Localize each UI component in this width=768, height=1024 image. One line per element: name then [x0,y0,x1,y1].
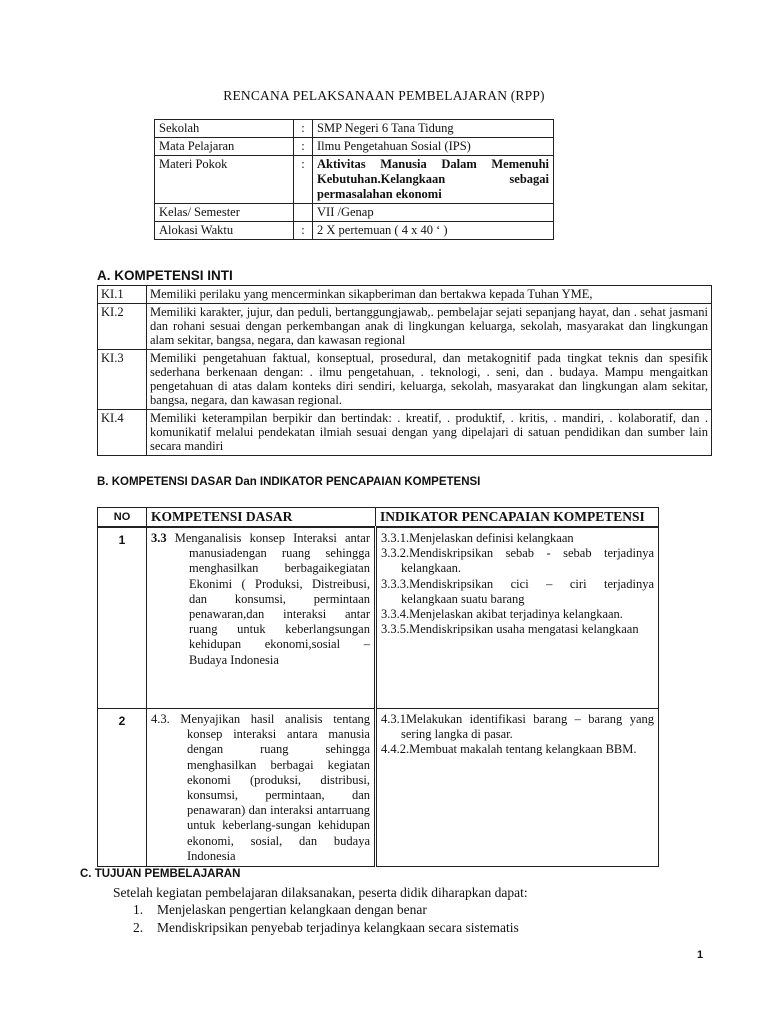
list-text: Mendiskripsikan penyebab terjadinya kelangkaan secara sistematis [157,920,519,935]
indicator-item: 3.3.2.Mendiskripsikan sebab - sebab terjadinya kelangkaan. [381,546,654,576]
info-row [155,138,554,156]
info-row [155,156,554,204]
info-value: Ilmu Pengetahuan Sosial (IPS) [313,138,554,156]
list-item [133,901,519,919]
ki-text: Memiliki keterampilan berpikir dan bertindak: . kreatif, . produktif, . kritis, . mandiri, . kolaboratif, dan . komunikatif melalui pendekatan ilmiah sesuai dengan yang dipelajari di satuan pendidikan dan sumber lain secara mandiri [147,410,712,456]
indicator-cell [376,709,659,867]
header-kompetensi-dasar: KOMPETENSI DASAR [147,508,376,528]
page-number: 1 [697,949,704,961]
kd-text: Menganalisis konsep Interaksi antar manusiadengan ruang sehingga menghasilkan berbagaikegiatan Ekonimi ( Produksi, Distreibusi, dan konsumsi, permintaan penawaran,dan interaksi antar ruang untuk keberlangsungan kehidupan ekonomi,sosial – Budaya Indonesia [166,531,370,667]
section-b-heading: B. KOMPETENSI DASAR Dan INDIKATOR PENCAPAIAN KOMPETENSI [97,476,481,488]
info-label: Materi Pokok [155,156,294,204]
header-no: NO [98,508,147,528]
info-row [155,120,554,138]
info-value: VII /Genap [313,204,554,222]
info-separator: : [294,138,313,156]
identity-table [154,119,554,240]
ki-code: KI.4 [98,410,147,456]
indicator-cell [376,527,659,709]
indicator-item: 4.3.1Melakukan identifikasi barang – barang yang sering langka di pasar. [381,712,654,742]
kd-row [98,527,659,709]
ki-row [98,304,712,350]
info-value-materi: Aktivitas Manusia Dalam Memenuhi Kebutuhan.Kelangkaan sebagai permasalahan ekonomi [313,156,554,204]
ki-text: Memiliki karakter, jujur, dan peduli, bertanggungjawab,. pembelajar sejati sepanjang hayat, dan . sehat jasmani dan rohani sesuai dengan perkembangan anak di lingkungan keluarga, sekolah, masyarakat dan lingkungan alam sekitar, bangsa, negara, dan kawasan regional [147,304,712,350]
list-number: 1. [133,902,144,917]
tujuan-list [133,901,519,937]
indicator-item: 3.3.3.Mendiskripsikan cici – ciri terjadinya kelangkaan suatu barang [381,576,654,606]
info-separator [294,204,313,222]
info-label: Mata Pelajaran [155,138,294,156]
kd-text-block [151,712,370,864]
kompetensi-dasar-table [97,507,659,867]
kompetensi-inti-table [97,285,712,456]
kd-text: 4.3. Menyajikan hasil analisis tentang konsep interaksi antara manusia dengan ruang sehingga menghasilkan berbagai kegiatan ekonomi (produksi, distribusi, konsumsi, permintaan, dan penawaran) dan interaksi antarruang untuk keberlang-sungan kehidupan ekonomi, sosial, dan budaya Indonesia [151,712,370,863]
kd-header-row [98,508,659,528]
info-separator: : [294,156,313,204]
list-number: 2. [133,920,144,935]
section-c-heading: C. TUJUAN PEMBELAJARAN [80,868,241,880]
info-separator: : [294,222,313,240]
indicator-item: 3.3.1.Menjelaskan definisi kelangkaan [381,531,574,545]
indicator-item: 4.4.2.Membuat makalah tentang kelangkaan BBM. [381,742,637,757]
indicator-item: 3.3.5.Mendiskripsikan usaha mengatasi kelangkaan [381,622,639,637]
row-number: 2 [98,709,147,867]
kd-cell [147,527,376,709]
kd-cell [147,709,376,867]
kd-text-block [151,531,370,668]
info-label: Kelas/ Semester [155,204,294,222]
ki-row [98,350,712,410]
ki-code: KI.2 [98,304,147,350]
info-row [155,222,554,240]
tujuan-intro: Setelah kegiatan pembelajaran dilaksanakan, peserta didik diharapkan dapat: [113,885,528,900]
document-title: RENCANA PELAKSANAAN PEMBELAJARAN (RPP) [223,88,545,103]
ki-text: Memiliki pengetahuan faktual, konseptual, prosedural, dan metakognitif pada tingkat teknis dan spesifik sederhana berkenaan dengan: . ilmu pengetahuan, . teknologi, . seni, dan . budaya. Mampu mengaitkan pengetahuan di atas dalam konteks diri sendiri, keluarga, sekolah, masyarakat dan lingkungan alam sekitar, bangsa, negara, dan kawasan regional. [147,350,712,410]
section-a-heading: A. KOMPETENSI INTI [97,268,233,283]
header-indikator: INDIKATOR PENCAPAIAN KOMPETENSI [376,508,659,528]
info-label: Sekolah [155,120,294,138]
info-value: 2 X pertemuan ( 4 x 40 ‘ ) [313,222,554,240]
ki-code: KI.1 [98,286,147,304]
list-item [133,919,519,937]
info-value: SMP Negeri 6 Tana Tidung [313,120,554,138]
kd-number: 3.3 [151,531,167,545]
info-label: Alokasi Waktu [155,222,294,240]
ki-code: KI.3 [98,350,147,410]
row-number: 1 [98,527,147,709]
ki-text: Memiliki perilaku yang mencerminkan sikapberiman dan bertakwa kepada Tuhan YME, [147,286,712,304]
indicator-item: 3.3.4.Menjelaskan akibat terjadinya kelangkaan. [381,607,623,622]
ki-row [98,286,712,304]
info-separator: : [294,120,313,138]
ki-row [98,410,712,456]
list-text: Menjelaskan pengertian kelangkaan dengan benar [157,902,427,917]
kd-row [98,709,659,867]
info-row [155,204,554,222]
